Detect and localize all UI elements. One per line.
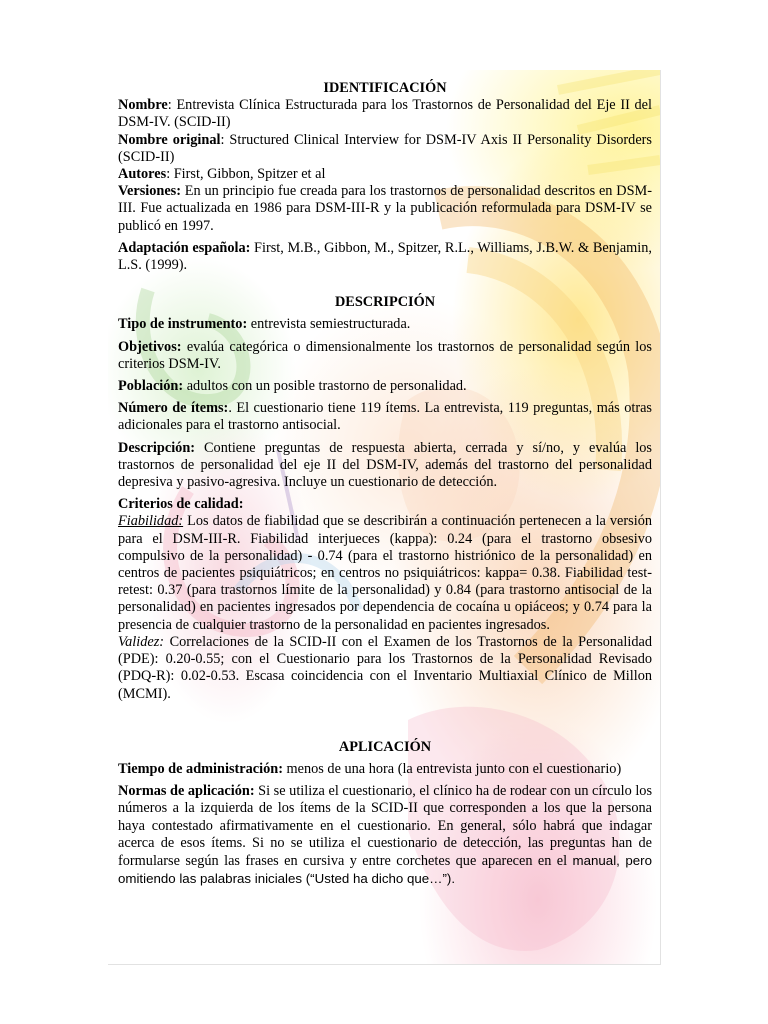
field-label: Nombre original	[118, 131, 221, 148]
field-label: Validez:	[118, 633, 165, 650]
field-tiempo	[118, 761, 652, 778]
field-value: evalúa categórica o dimensionalmente los trastornos de personalidad según los criterios DSM-IV.	[118, 338, 652, 372]
field-value: . El cuestionario tiene 119 ítems. La entrevista, 119 preguntas, más otras adicionales para el trastorno antisocial.	[118, 400, 652, 434]
field-value: adultos con un posible trastorno de personalidad.	[183, 378, 467, 395]
field-value: En un principio fue creada para los trastornos de personalidad descritos en DSM-III. Fue actualizada en 1986 para DSM-III-R y la publicación reformulada para DSM-IV se publicó en 1997.	[118, 183, 652, 234]
field-label: Descripción:	[118, 439, 196, 456]
field-value: Correlaciones de la SCID-II con el Examen de los Trastornos de la Personalidad (PDE): 0.20-0.55; con el Cuestionario para los Trastornos de la Personalidad Revisado (PDQ-R): 0.02-0.53. Escasa coincidencia con el Inventario Multiaxial Clínico de Millon (MCMI).	[118, 633, 652, 702]
field-label: Población:	[118, 378, 184, 395]
field-versiones	[118, 183, 652, 235]
section-title-identificacion: IDENTIFICACIÓN	[323, 80, 447, 96]
field-value-tail: manual, pero omitiendo las palabras iniciales (“Usted ha dicho que…”).	[118, 852, 652, 887]
field-value: : Structured Clinical Interview for DSM-IV Axis II Personality Disorders (SCID-II)	[118, 131, 652, 165]
field-label: Criterios de calidad:	[118, 496, 244, 513]
section-title-aplicacion: APLICACIÓN	[338, 738, 432, 755]
field-objetivos	[118, 339, 652, 373]
field-label: Nombre	[118, 97, 168, 114]
field-validez	[118, 634, 652, 703]
field-label: Normas de aplicación:	[118, 783, 255, 800]
field-autores	[118, 166, 652, 183]
field-label: Autores	[118, 166, 167, 183]
document-body	[118, 80, 652, 888]
field-value: Si se utiliza el cuestionario, el clínico ha de rodear con un círculo los números a la izquierda de los ítems de la SCID-II que corresponden a los que la persona haya contestado afirmativamente en el cuestionario. En general, sólo habrá que indagar acerca de esos ítems. Si no se utiliza el cuestionario de detección, las preguntas han de formularse según las frases en cursiva y entre corchetes que aparecen en el	[118, 783, 653, 869]
field-value: : Entrevista Clínica Estructurada para los Trastornos de Personalidad del Eje II del DSM-IV. (SCID-II)	[118, 97, 652, 131]
section-title-descripcion: DESCRIPCIÓN	[334, 294, 436, 311]
field-value: First, M.B., Gibbon, M., Spitzer, R.L., Williams, J.B.W. & Benjamin, L.S. (1999).	[118, 239, 652, 274]
field-label: Fiabilidad:	[118, 513, 184, 530]
field-nombre-original	[118, 132, 652, 166]
field-value: : First, Gibbon, Spitzer et al	[166, 166, 326, 183]
field-nombre	[118, 97, 652, 131]
field-fiabilidad	[118, 513, 652, 633]
field-label: Objetivos:	[118, 338, 182, 355]
field-value: Los datos de fiabilidad que se describirán a continuación pertenecen a la versión para el DSM-III-R. Fiabilidad interjueces (kappa): 0.24 (para el trastorno obsesivo compulsivo de la personalidad) - 0.74 (para el trastorno histriónico de la personalidad) en centros de pacientes psiquiátricos; en centros no psiquiátricos: kappa= 0.38. Fiabilidad test-retest: 0.37 (para trastornos límite de la personalidad) y 0.84 (para trastorno antisocial de la personalidad) en pacientes ingresados por dependencia de cocaína u opiáceos; y 0.74 para la presencia de cualquier trastorno de la personalidad en pacientes ingresados.	[118, 513, 652, 633]
field-value: menos de una hora (la entrevista junto con el cuestionario)	[282, 760, 622, 777]
criterios-heading	[118, 496, 652, 513]
field-label: Tipo de instrumento:	[118, 316, 248, 333]
field-normas	[118, 783, 652, 888]
document-page	[108, 70, 661, 965]
field-label: Tiempo de administración:	[118, 760, 283, 777]
field-value: Contiene preguntas de respuesta abierta, cerrada y sí/no, y evalúa los trastornos de personalidad del eje II del DSM-IV, además del trastorno del personalidad depresiva y pasivo-agresiva. Incluye un cuestionario de detección.	[118, 439, 652, 491]
field-value: entrevista semiestructurada.	[247, 316, 411, 333]
field-tipo	[118, 316, 652, 333]
field-numero-items	[118, 400, 652, 434]
field-label: Adaptación española:	[118, 239, 251, 256]
field-descripcion	[118, 440, 652, 492]
field-label: Número de ítems:	[118, 400, 229, 417]
field-adaptacion	[118, 240, 652, 274]
field-label: Versiones:	[118, 183, 182, 200]
field-poblacion	[118, 378, 652, 395]
